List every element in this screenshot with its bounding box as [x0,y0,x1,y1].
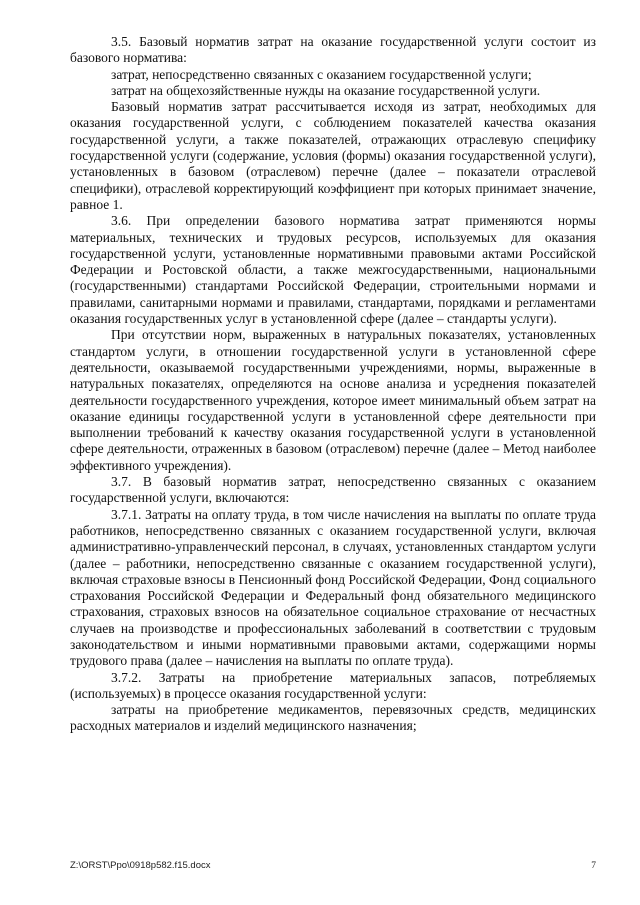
paragraph-3-7-2: 3.7.2. Затраты на приобретение материальных запасов, потребляемых (используемых) в процессе оказания государственной услуги: [70,669,596,701]
paragraph-general-costs: затрат на общехозяйственные нужды на оказание государственной услуги. [111,82,541,98]
footer-file-path: Z:\ORST\Ppo\0918p582.f15.docx [70,860,211,871]
paragraph-direct-costs: затрат, непосредственно связанных с оказанием государственной услуги; [111,66,532,82]
document-body [70,34,596,735]
paragraph-3-6: 3.6. При определении базового норматива затрат применяются нормы материальных, технических и трудовых ресурсов, используемых для оказания государственной услуги, установленные нормативными правовыми актами Российской Федерации и Ростовской области, а также межгосударственными, национальными (государственными) стандартами Российской Федерации, строительными нормами и правилами, санитарными нормами и правилами, стандартами, порядками и регламентами оказания государственных услуг в установленной сфере (далее – стандарты услуги). [70,213,596,327]
footer-page-number: 7 [591,861,596,871]
paragraph-3-7: 3.7. В базовый норматив затрат, непосредственно связанных с оказанием государственной услуги, включаются: [70,474,596,506]
paragraph-base-norm: Базовый норматив затрат рассчитывается исходя из затрат, необходимых для оказания государственной услуги, с соблюдением показателей качества оказания государственной услуги, а также показателей, отражающих отраслевую специфику государственной услуги (содержание, условия (формы) оказания государственной услуги), установленных в базовом (отраслевом) перечне (далее – показатели отраслевой специфики), отраслевой корректирующий коэффициент при которых принимает значение, равное 1. [70,99,596,212]
paragraph-medicines: затраты на приобретение медикаментов, перевязочных средств, медицинских расходных материалов и изделий медицинского назначения; [70,702,596,734]
paragraph-3-5: 3.5. Базовый норматив затрат на оказание государственной услуги состоит из базового норматива: [70,34,596,66]
paragraph-absence-of-norms: При отсутствии норм, выраженных в натуральных показателях, установленных стандартом услуги, в отношении государственной услуги в установленной сфере деятельности, оказываемой государственными учреждениями, нормы, выраженные в натуральных показателях, определяются на основе анализа и усреднения показателей деятельности государственного учреждения, которое имеет минимальный объем затрат на оказание единицы государственной услуги в установленной сфере деятельности при выполнении требований к качеству оказания государственной услуги в установленной сфере деятельности, отраженных в базовом (отраслевом) перечне (далее – Метод наиболее эффективного учреждения). [70,327,596,473]
paragraph-3-7-1: 3.7.1. Затраты на оплату труда, в том числе начисления на выплаты по оплате труда работников, непосредственно связанных с оказанием государственной услуги, включая административно-управленческий персонал, в случаях, установленных стандартом услуги (далее – работники, непосредственно связанные с оказанием государственной услуги), включая страховые взносы в Пенсионный фонд Российской Федерации, Фонд социального страхования Российской Федерации и Федеральный фонд обязательного медицинского страхования, страховых взносов на обязательное социальное страхование от несчастных случаев на производстве и профессиональных заболеваний в соответствии с трудовым законодательством и иными нормативными правовыми актами, содержащими нормы трудового права (далее – начисления на выплаты по оплате труда). [70,506,596,669]
